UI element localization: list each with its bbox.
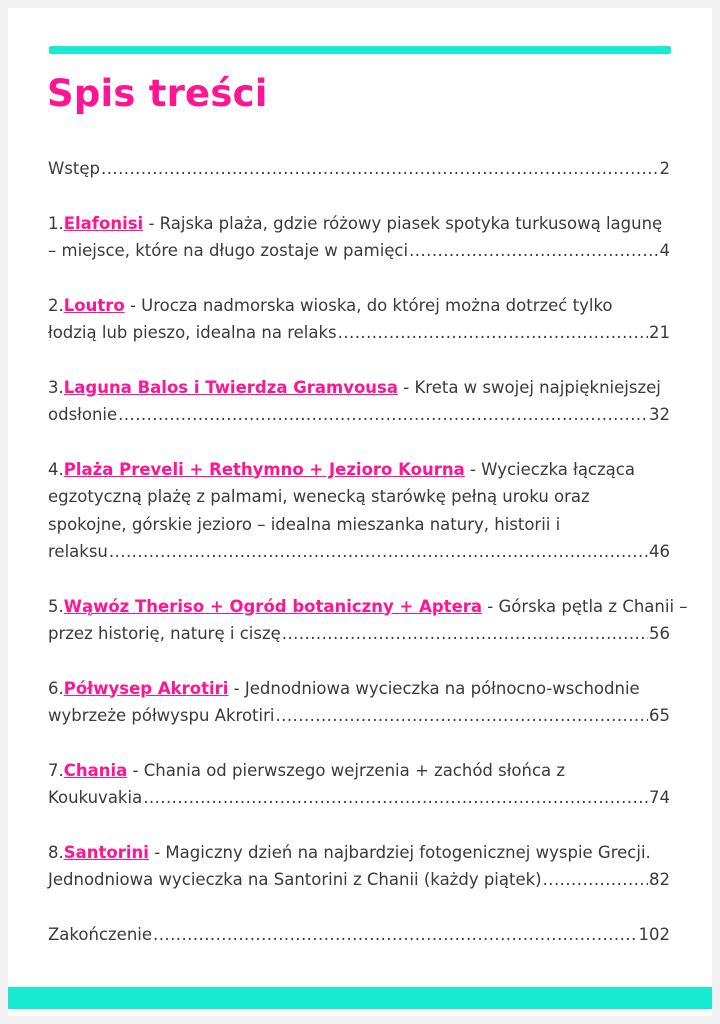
dot-leader [143,784,648,812]
page-number: 56 [649,624,670,643]
dot-leader [282,620,648,648]
entry-description: łodzią lub pieszo, idealna na relaks [48,323,337,342]
page-number: 102 [638,924,670,944]
toc-entry [48,675,670,730]
dot-leader [543,866,648,894]
document-page [8,8,712,1016]
toc-entry [48,757,670,812]
page-number: 32 [649,405,670,424]
dot-leader [101,155,658,183]
entry-description: - Kreta w swojej najpiękniejszej [403,377,661,397]
entry-description: - Górska pętla z Chanii – [487,596,688,616]
toc-link-wawoz-theriso[interactable]: Wąwóz Theriso + Ogród botaniczny + Aptera [63,596,483,616]
page-title: Spis treści [47,72,268,115]
toc-link-polwysep-akrotiri[interactable]: Półwysep Akrotiri [63,678,229,698]
toc-link-santorini[interactable]: Santorini [63,842,149,862]
page-number: 65 [649,706,670,725]
dot-leader [275,702,648,730]
dot-leader [409,237,658,265]
entry-description: - Chania od pierwszego wejrzenia + zachód słońca z [132,760,566,780]
toc-entry-intro[interactable] [48,155,670,183]
toc-entry-label: Zakończenie [48,924,153,944]
entry-number: 3. [48,377,64,397]
entry-description: Jednodniowa wycieczka na Santorini z Chanii (każdy piątek) [48,870,542,889]
toc-entry [48,456,670,566]
toc-link-laguna-balos[interactable]: Laguna Balos i Twierdza Gramvousa [63,377,399,397]
entry-number: 7. [48,760,64,780]
entry-description: wybrzeże półwyspu Akrotiri [48,706,275,725]
entry-description: Koukuvakia [48,788,143,807]
dot-leader [338,319,648,347]
toc-link-chania[interactable]: Chania [63,760,128,780]
toc-link-loutro[interactable]: Loutro [63,295,125,315]
toc-entry-ending[interactable] [48,921,670,949]
page-number: 82 [649,870,670,889]
toc-entry [48,839,670,894]
page-number: 46 [649,542,670,561]
dot-leader [109,538,648,566]
dot-leader [118,401,648,429]
toc-entry-label: Wstęp [48,159,101,178]
entry-description: odsłonie [48,405,118,424]
table-of-contents [48,155,688,948]
page-number: 21 [649,323,670,342]
entry-description: egzotyczną plażę z palmami, wenecką starówkę pełną uroku oraz [48,487,590,506]
entry-description: spokojne, górskie jezioro – idealna mieszanka natury, historii i [48,514,561,534]
toc-link-plaza-preveli[interactable]: Plaża Preveli + Rethymno + Jezioro Kourna [63,459,465,479]
entry-description: - Jednodniowa wycieczka na północno-wschodnie [233,678,640,698]
entry-number: 2. [48,295,64,315]
page-number: 2 [659,159,670,178]
entry-description: przez historię, naturę i ciszę [48,624,281,643]
entry-number: 8. [48,842,64,862]
entry-description: - Wycieczka łącząca [469,459,635,479]
entry-number: 6. [48,678,64,698]
dot-leader [153,921,637,949]
entry-number: 1. [48,213,64,233]
entry-description: relaksu [48,542,108,561]
entry-description: - Rajska plaża, gdzie różowy piasek spotyka turkusową lagunę [148,213,663,233]
bottom-accent-band [8,987,712,1009]
page-number: 74 [649,788,670,807]
entry-number: 4. [48,459,64,479]
toc-entry [48,210,670,265]
page-number: 4 [659,241,670,260]
toc-link-elafonisi[interactable]: Elafonisi [63,213,144,233]
toc-entry [48,292,670,347]
toc-entry [48,593,688,648]
toc-entry [48,374,670,429]
entry-number: 5. [48,596,64,616]
entry-description: - Magiczny dzień na najbardziej fotogenicznej wyspie Grecji. [154,842,651,862]
entry-description: - Urocza nadmorska wioska, do której można dotrzeć tylko [129,295,613,315]
entry-description: – miejsce, które na długo zostaje w pamięci [48,241,409,260]
top-accent-rule [49,46,671,54]
